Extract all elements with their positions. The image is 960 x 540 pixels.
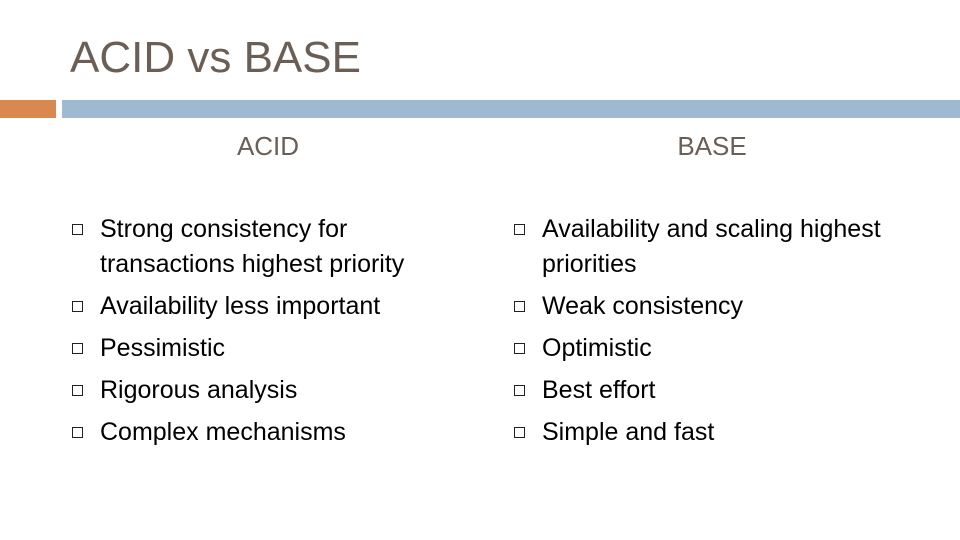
column-heading-acid: ACID xyxy=(236,131,300,161)
list-item-text: Weak consistency xyxy=(542,292,744,320)
column-heading-base: BASE xyxy=(677,131,747,161)
list-item xyxy=(514,331,934,366)
slide-title: ACID vs BASE xyxy=(70,33,361,82)
accent-bar-blue xyxy=(62,100,960,118)
list-item xyxy=(72,415,472,450)
square-bullet-icon xyxy=(72,385,83,396)
list-item-text: Rigorous analysis xyxy=(100,376,298,404)
accent-bar-orange xyxy=(0,100,56,118)
list-item xyxy=(514,289,934,324)
list-item-text: Pessimistic xyxy=(100,334,226,362)
list-item-text: Best effort xyxy=(542,376,656,404)
base-list xyxy=(514,212,934,457)
list-item xyxy=(72,331,472,366)
square-bullet-icon xyxy=(72,427,83,438)
list-item-text: Strong consistency for transactions highest priority xyxy=(100,215,405,278)
list-item xyxy=(514,373,934,408)
list-item-text: Simple and fast xyxy=(542,418,715,446)
list-item-text: Availability less important xyxy=(100,292,381,320)
square-bullet-icon xyxy=(72,343,83,354)
list-item-text: Optimistic xyxy=(542,334,652,362)
list-item xyxy=(72,289,472,324)
square-bullet-icon xyxy=(514,343,525,354)
square-bullet-icon xyxy=(514,427,525,438)
list-item xyxy=(514,212,934,282)
list-item-text: Availability and scaling highest priorities xyxy=(542,215,881,278)
square-bullet-icon xyxy=(514,385,525,396)
square-bullet-icon xyxy=(514,301,525,312)
square-bullet-icon xyxy=(514,224,525,235)
list-item xyxy=(514,415,934,450)
square-bullet-icon xyxy=(72,301,83,312)
list-item-text: Complex mechanisms xyxy=(100,418,346,446)
list-item xyxy=(72,373,472,408)
list-item xyxy=(72,212,472,282)
square-bullet-icon xyxy=(72,224,83,235)
acid-list xyxy=(72,212,472,457)
